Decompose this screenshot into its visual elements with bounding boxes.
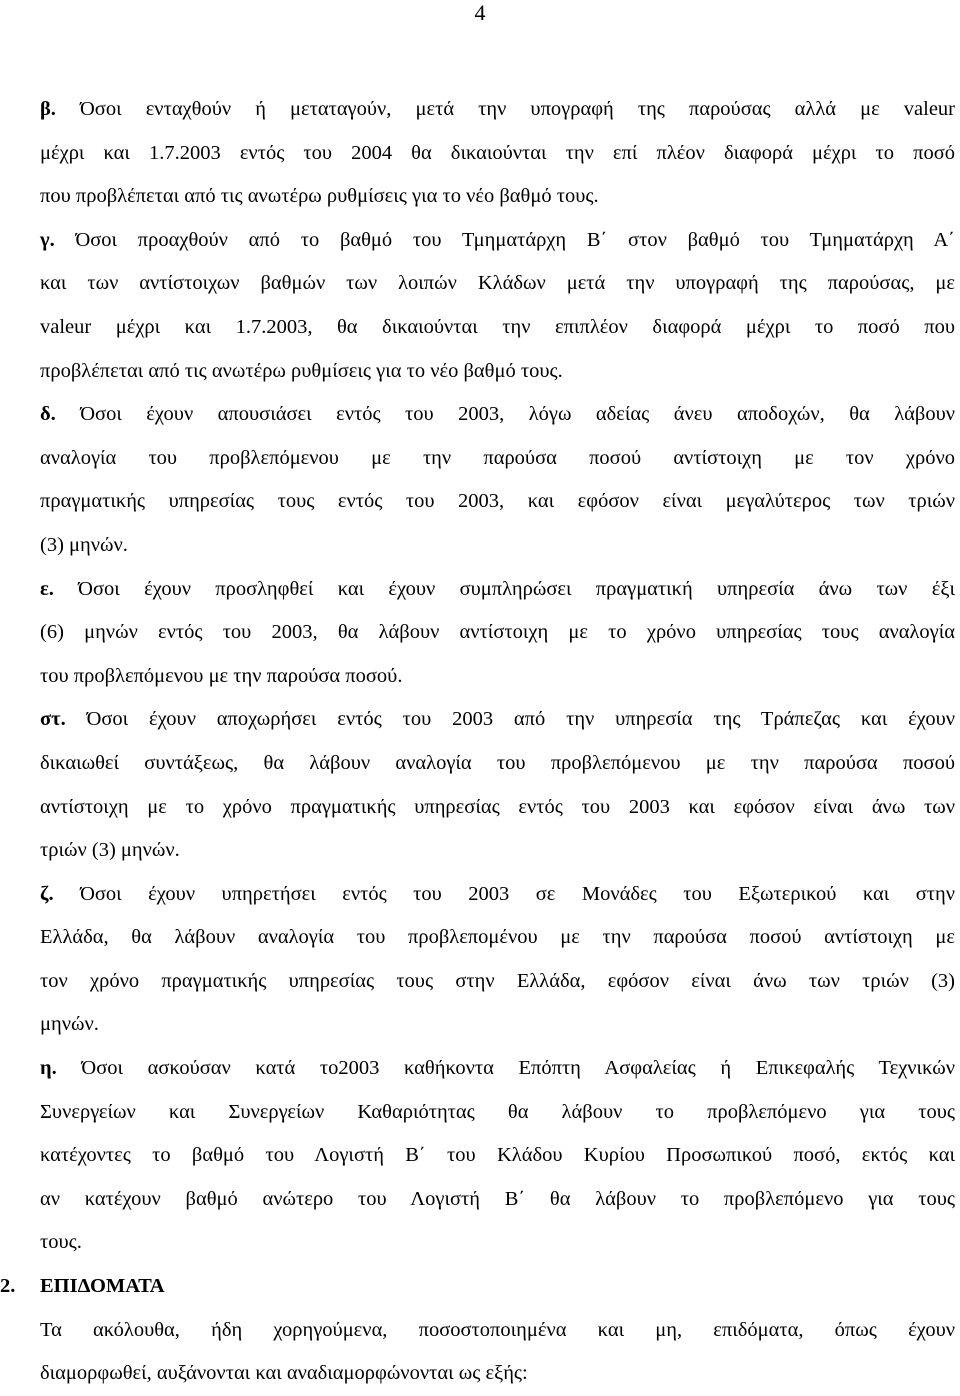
paragraph-zeta [40, 873, 955, 1047]
item-label: γ. [40, 228, 55, 251]
text-line: μηνών. [40, 1013, 99, 1036]
item-label: στ. [40, 708, 66, 731]
item-label: η. [40, 1057, 57, 1080]
paragraph-eta [40, 1047, 955, 1265]
section-title: ΕΠΙΔΟΜΑΤΑ [40, 1275, 165, 1298]
text-line: αναλογία του προβλεπόμενου με την παρούσα ποσού αντίστοιχη με τον χρόνο [40, 446, 955, 469]
paragraph-gamma [40, 219, 955, 393]
text-line: κατέχοντες το βαθμό του Λογιστή Β΄ του Κλάδου Κυρίου Προσωπικού ποσό, εκτός και [40, 1144, 955, 1167]
text-line: και των αντίστοιχων βαθμών των λοιπών Κλάδων μετά την υπογραφή της παρούσας, με [40, 272, 955, 295]
text-line: αν κατέχουν βαθμό ανώτερο του Λογιστή Β΄ θα λάβουν το προβλεπόμενο για τους [40, 1187, 955, 1210]
text-line: δικαιωθεί συντάξεως, θα λάβουν αναλογία του προβλεπόμενου με την παρούσα ποσού [40, 751, 955, 774]
section-heading [0, 1265, 955, 1309]
text-line: (6) μηνών εντός του 2003, θα λάβουν αντίστοιχη με το χρόνο υπηρεσίας τους αναλογία [40, 621, 955, 644]
text-line: πραγματικής υπηρεσίας τους εντός του 2003, και εφόσον είναι μεγαλύτερος των τριών [40, 490, 955, 513]
text-line: τους. [40, 1231, 82, 1254]
paragraph-st [40, 698, 955, 872]
text-line: στ. Όσοι έχουν αποχωρήσει εντός του 2003 από την υπηρεσία της Τράπεζας και έχουν [40, 708, 955, 731]
text-line: valeur μέχρι και 1.7.2003, θα δικαιούνται την επιπλέον διαφορά μέχρι το ποσό που [40, 315, 955, 338]
page-number: 4 [474, 0, 486, 25]
text-line: που προβλέπεται από τις ανωτέρω ρυθμίσεις για το νέο βαθμό τους. [40, 185, 599, 208]
text-line: Συνεργείων και Συνεργείων Καθαριότητας θα λάβουν το προβλεπόμενο για τους [40, 1100, 955, 1123]
item-label: δ. [40, 403, 56, 426]
text-line: τριών (3) μηνών. [40, 839, 180, 862]
item-label: β. [40, 98, 56, 120]
item-label: ζ. [40, 882, 54, 905]
text-line: προβλέπεται από τις ανωτέρω ρυθμίσεις για το νέο βαθμό τους. [40, 359, 563, 382]
text-line: η. Όσοι ασκούσαν κατά το2003 καθήκοντα Επόπτη Ασφαλείας ή Επικεφαλής Τεχνικών [40, 1057, 955, 1080]
item-label: ε. [40, 577, 54, 600]
text-line: του προβλεπόμενου με την παρούσα ποσού. [40, 664, 403, 687]
text-line: ε. Όσοι έχουν προσληφθεί και έχουν συμπληρώσει πραγματική υπηρεσία άνω των έξι [40, 577, 955, 600]
paragraph-delta [40, 393, 955, 567]
text-line: β. Όσοι ενταχθούν ή μεταταγούν, μετά την υπογραφή της παρούσας αλλά με valeur [40, 98, 955, 120]
paragraph-beta [40, 88, 955, 219]
text-line: Ελλάδα, θα λάβουν αναλογία του προβλεπομένου με την παρούσα ποσού αντίστοιχη με [40, 926, 955, 949]
section-number: 2. [0, 1275, 16, 1298]
text-line: διαμορφωθεί, αυξάνονται και αναδιαμορφώνονται ως εξής: [40, 1362, 528, 1385]
document-body [0, 88, 955, 1396]
paragraph-section-intro [40, 1309, 955, 1396]
text-line: μέχρι και 1.7.2003 εντός του 2004 θα δικαιούνται την επί πλέον διαφορά μέχρι το ποσό [40, 141, 955, 164]
text-line: (3) μηνών. [40, 533, 128, 556]
text-line: τον χρόνο πραγματικής υπηρεσίας τους στην Ελλάδα, εφόσον είναι άνω των τριών (3) [40, 969, 955, 992]
text-line: Τα ακόλουθα, ήδη χορηγούμενα, ποσοστοποιημένα και μη, επιδόματα, όπως έχουν [40, 1318, 955, 1341]
paragraph-epsilon [40, 568, 955, 699]
text-line: αντίστοιχη με το χρόνο πραγματικής υπηρεσίας εντός του 2003 και εφόσον είναι άνω των [40, 795, 955, 818]
text-line: δ. Όσοι έχουν απουσιάσει εντός του 2003, λόγω αδείας άνευ αποδοχών, θα λάβουν [40, 403, 955, 426]
text-line: γ. Όσοι προαχθούν από το βαθμό του Τμηματάρχη Β΄ στον βαθμό του Τμηματάρχη Α΄ [40, 228, 955, 251]
text-line: ζ. Όσοι έχουν υπηρετήσει εντός του 2003 σε Μονάδες του Εξωτερικού και στην [40, 882, 955, 905]
